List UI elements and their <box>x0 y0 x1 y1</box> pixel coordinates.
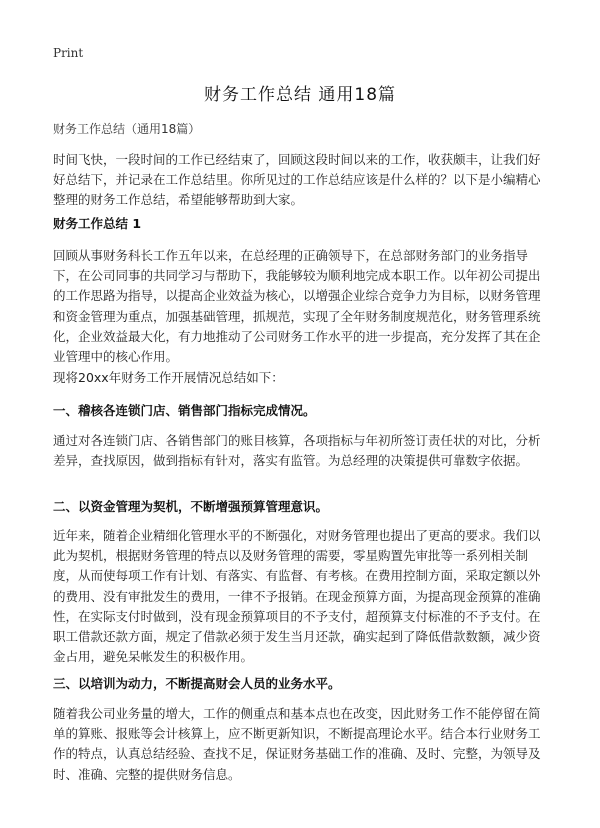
intro-text: 时间飞快，一段时间的工作已经结束了，回顾这段时间以来的工作，收获颇丰，让我们好好总结下，并记录在工作总结里。你所见过的工作总结应该是什么样的？以下是小编精心整理的财务工作总结，希望能够帮助到大家。 <box>53 152 541 208</box>
document-subtitle: 财务工作总结（通用18篇） <box>53 122 201 136</box>
heading-3: 三、以培训为动力，不断提高财会人员的业务水平。 <box>53 676 341 691</box>
paragraph-4-text: 近年来，随着企业精细化管理水平的不断强化，对财务管理也提出了更高的要求。我们以此为契机，根据财务管理的特点以及财务管理的需要，零星购置先审批等一系列相关制度，从而使每项工作有计划、有落实、有监督、有考核。在费用控制方面，采取定额以外的费用、没有审批发生的费用，一律不予报销。在现金预算方面，为提高现金预算的准确性，在实际支付时做到，没有现金预算项目的不予支付，超预算支付标准的不予支付。在职工借款还款方面，规定了借款必须于发生当月还款，确实起到了降低借款数额，减少资金占用，避免呆帐发生的积极作用。 <box>53 528 541 665</box>
paragraph-5-text: 随着我公司业务量的增大，工作的侧重点和基本点也在改变，因此财务工作不能停留在简单的算账、报账等会计核算上，应不断更新知识，不断提高理论水平。结合本行业财务工作的特点，认真总结经验、查找不足，保证财务基础工作的准确、及时、完整，为领导及时、准确、完整的提供财务信息。 <box>53 706 541 782</box>
paragraph-3 <box>53 431 548 471</box>
intro-paragraph <box>53 150 548 211</box>
paragraph-5 <box>53 704 548 785</box>
section-title: 财务工作总结 1 <box>53 216 142 231</box>
heading-2: 二、以资金管理为契机，不断增强预算管理意识。 <box>53 499 329 514</box>
print-link[interactable]: Print <box>53 46 84 60</box>
paragraph-4 <box>53 526 548 667</box>
paragraph-1-text: 回顾从事财务科长工作五年以来，在总经理的正确领导下，在总部财务部门的业务指导下，在公司同事的共同学习与帮助下，我能够较为顺利地完成本职工作。以年初公司提出的工作思路为指导，以提高企业效益为核心，以增强企业综合竞争力为目标，以财务管理和资金管理为重点，加强基础管理，抓规范，实现了全年财务制度规范化，财务管理系统化，企业效益最大化，有力地推动了公司财务工作水平的进一步提高，充分发挥了其在企业管理中的核心作用。 <box>53 248 541 365</box>
paragraph-2 <box>53 368 548 388</box>
paragraph-3-text: 通过对各连锁门店、各销售部门的账目核算，各项指标与年初所签订责任状的对比，分析差异，查找原因，做到指标有针对，落实有监管。为总经理的决策提供可靠数字依据。 <box>53 433 541 469</box>
heading-1: 一、稽核各连锁门店、销售部门指标完成情况。 <box>53 403 316 418</box>
paragraph-1 <box>53 246 548 367</box>
document-title: 财务工作总结 通用18篇 <box>203 85 397 105</box>
paragraph-2-text: 现将20xx年财务工作开展情况总结如下： <box>53 370 284 385</box>
